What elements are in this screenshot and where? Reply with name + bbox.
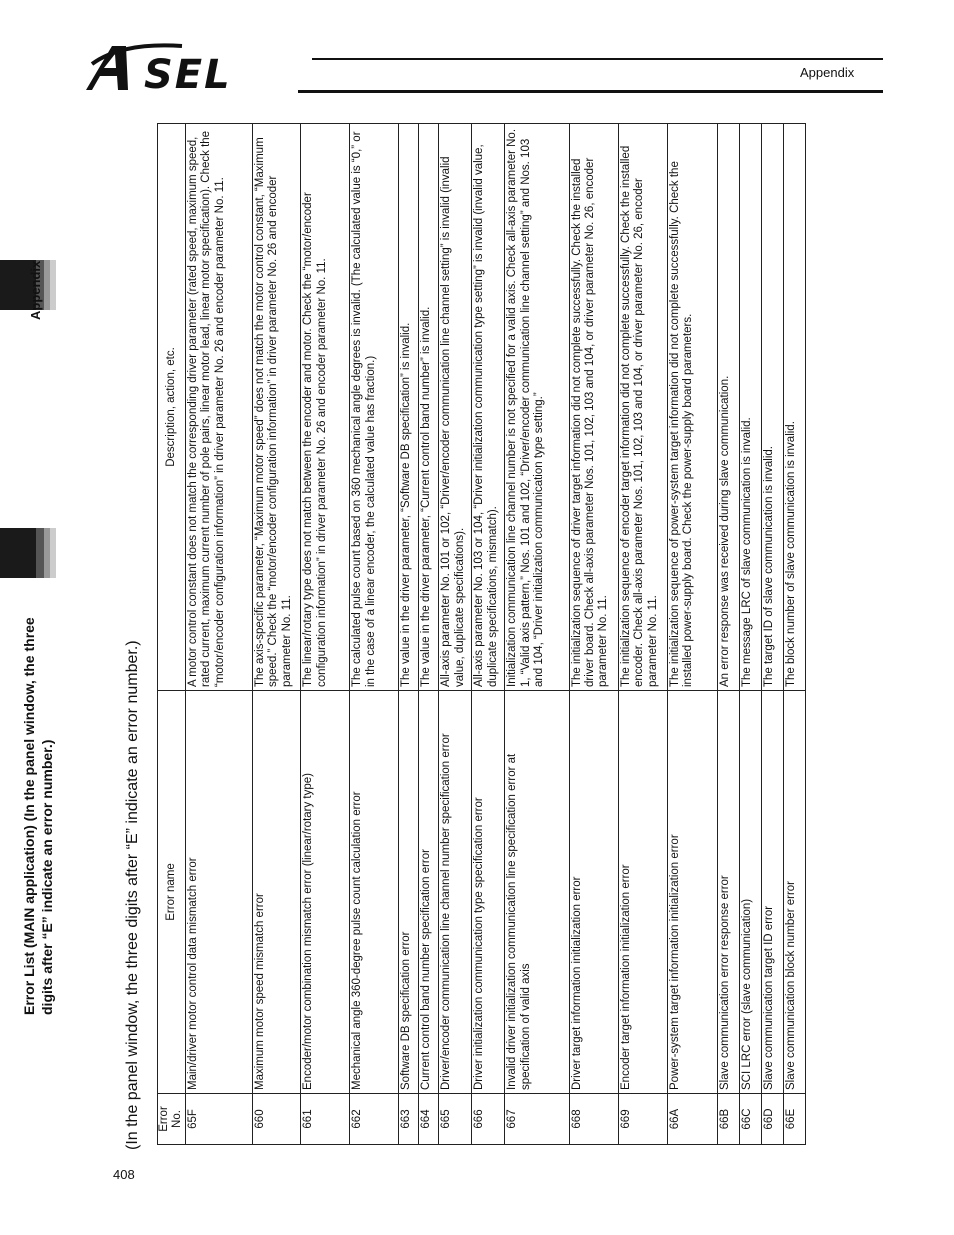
page-title: Error List (MAIN application) (In the panel window, the three digits after “E” indicate an error number.) [21,617,56,1015]
error-number-cell: 666 [472,1094,505,1145]
description-cell: The block number of slave communication is invalid. [783,124,805,691]
error-number-cell: 66C [739,1094,761,1145]
header-rule-bottom [298,90,883,93]
error-number-cell: 66D [761,1094,783,1145]
table-row [739,124,761,1145]
header-rule-top [312,58,883,60]
description-cell: All-axis parameter No. 103 or 104, “Driver initialization communication type setting” is invalid (invalid value, duplicate specifications, mismatch). [472,124,505,691]
table-row [253,124,301,1145]
description-cell: The message LRC of slave communication is invalid. [739,124,761,691]
error-name-cell: Encoder/motor combination mismatch error (linear/rotary type) [301,691,350,1094]
error-name-cell: Driver target information initialization error [569,691,618,1094]
error-name-cell: Slave communication error response error [717,691,739,1094]
description-cell: All-axis parameter No. 101 or 102, “Driver/encoder communication line channel setting” is invalid (invalid value, duplicate specifications). [439,124,472,691]
error-number-cell: 663 [399,1094,419,1145]
description-cell: The value in the driver parameter, “Current control band number” is invalid. [419,124,439,691]
table-row [472,124,505,1145]
error-name-cell: Driver initialization communication type specification error [472,691,505,1094]
error-name-cell: Slave communication block number error [783,691,805,1094]
table-row [783,124,805,1145]
description-cell: The axis-specific parameter, “Maximum motor speed” does not match the motor control constant, “Maximum speed.” Check the “motor/encoder configuration information” in driver parameter No. 26 and encoder parameter No. 11. [253,124,301,691]
error-number-cell: 65F [185,1094,252,1145]
error-name-cell: Main/driver motor control data mismatch error [185,691,252,1094]
description-cell: The calculated pulse count based on 360 mechanical angle degrees is invalid. (The calculated value is “0,” or in the case of a linear encoder, the calculated value has fraction.) [350,124,399,691]
table-row [667,124,717,1145]
error-number-cell: 669 [618,1094,667,1145]
table-row [439,124,472,1145]
error-number-cell: 665 [439,1094,472,1145]
table-row [505,124,569,1145]
error-number-cell: 664 [419,1094,439,1145]
table-row [761,124,783,1145]
table-header-row [158,124,186,1145]
column-header-error-no: Error No. [158,1094,186,1145]
error-name-cell: Current control band number specification error [419,691,439,1094]
table-row [717,124,739,1145]
description-cell: The initialization sequence of power-system target information did not complete successfully. Check the installed power-supply board. Check the power-supply board parameters. [667,124,717,691]
description-cell: The linear/rotary type does not match between the encoder and motor. Check the “motor/encoder configuration information” in driver parameter No. 26 and encoder parameter No. 11. [301,124,350,691]
error-name-cell: Driver/encoder communication line channel number specification error [439,691,472,1094]
error-number-cell: 66E [783,1094,805,1145]
svg-text:SEL: SEL [144,52,232,92]
table-row [569,124,618,1145]
description-cell: A motor control constant does not match the corresponding driver parameter (rated speed, maximum speed, rated current, maximum current number of pole pairs, linear motor lead, linear motor specification). Check the “motor/encoder configuration information” in driver parameter No. 26 and encoder parameter No. 11. [185,124,252,691]
table-row [350,124,399,1145]
error-name-cell: Encoder target information initialization error [618,691,667,1094]
error-number-cell: 660 [253,1094,301,1145]
error-number-cell: 667 [505,1094,569,1145]
description-cell: Initialization communication line channel number is not specified for a valid axis. Check all-axis parameter No. 1, “Valid axis pattern,” Nos. 101 and 102, “Driver/encoder communication line channel setting” and Nos. 103 and 104, “Driver initialization communication type setting.” [505,124,569,691]
error-name-cell: Software DB specification error [399,691,419,1094]
description-cell: The target ID of slave communication is invalid. [761,124,783,691]
error-name-cell: Mechanical angle 360-degree pulse count calculation error [350,691,399,1094]
description-cell: The initialization sequence of driver target information did not complete successfully. Check the installed driver board. Check all-axis parameter Nos. 101, 102, 103 and 104, or driver parameter No. 26, encoder parameter No. 11. [569,124,618,691]
error-name-cell: Invalid driver initialization communication line specification error at specification of valid axis [505,691,569,1094]
error-name-cell: SCI LRC error (slave communication) [739,691,761,1094]
asel-logo [82,40,312,92]
error-table [157,123,806,1145]
error-number-cell: 661 [301,1094,350,1145]
table-row [301,124,350,1145]
table-row [419,124,439,1145]
error-name-cell: Power-system target information initialization error [667,691,717,1094]
description-cell: An error response was received during slave communication. [717,124,739,691]
error-number-cell: 662 [350,1094,399,1145]
error-name-cell: Maximum motor speed mismatch error [253,691,301,1094]
error-number-cell: 66A [667,1094,717,1145]
error-number-cell: 66B [717,1094,739,1145]
error-number-cell: 668 [569,1094,618,1145]
page-number: 408 [113,1167,135,1182]
error-table-wrapper [157,124,806,1145]
page-subtitle: (In the panel window, the three digits after “E” indicate an error number.) [124,640,141,1150]
column-header-error-name: Error name [158,691,186,1094]
description-cell: The value in the driver parameter, “Software DB specification” is invalid. [399,124,419,691]
column-header-description: Description, action, etc. [158,124,186,691]
table-row [399,124,419,1145]
table-row [618,124,667,1145]
table-row [185,124,252,1145]
thumb-tab-lower [0,528,56,578]
header-section-label: Appendix [800,65,855,80]
side-tab-label: Appendix [28,260,43,320]
error-name-cell: Slave communication target ID error [761,691,783,1094]
description-cell: The initialization sequence of encoder target information did not complete successfully. Check the installed encoder. Check all-axis parameter Nos. 101, 102, 103 and 104, or driver parameter No. 26, encoder parameter No. 11. [618,124,667,691]
